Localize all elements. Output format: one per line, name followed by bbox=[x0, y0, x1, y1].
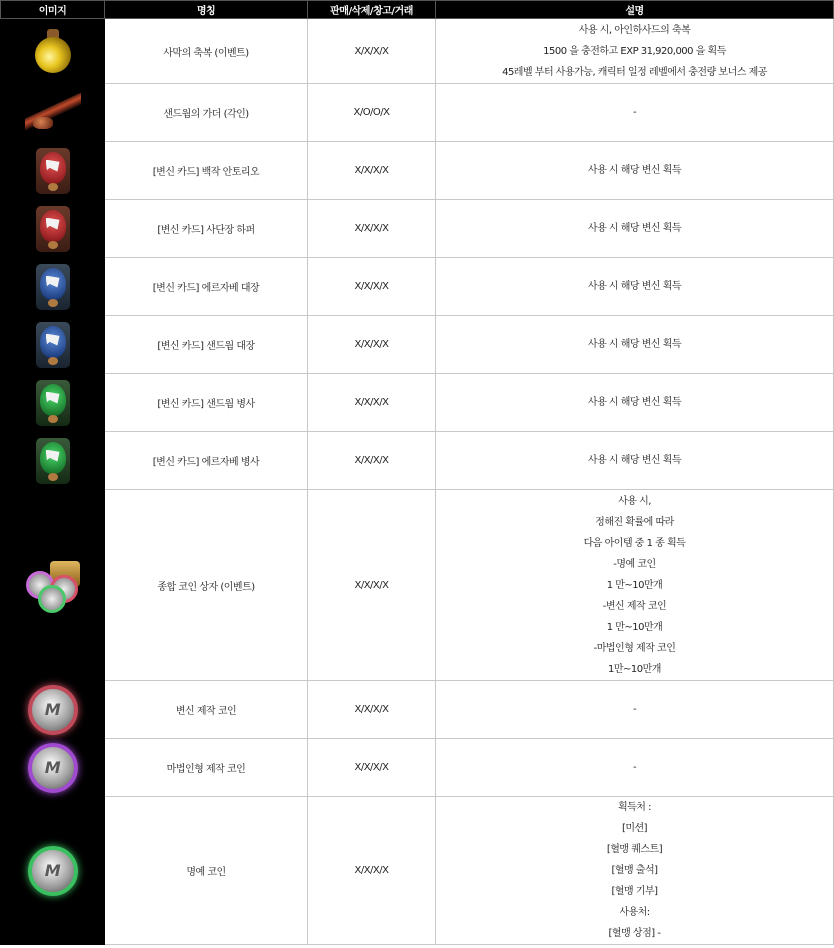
item-name: [변신 카드] 샌드웜 병사 bbox=[105, 374, 308, 432]
item-image-cell bbox=[1, 316, 105, 374]
item-description bbox=[436, 432, 834, 490]
table-row bbox=[1, 258, 834, 316]
table-row bbox=[1, 797, 834, 945]
description-line: -변신 제작 코인 bbox=[602, 600, 667, 612]
item-description bbox=[436, 258, 834, 316]
item-flags: X/X/X/X bbox=[308, 739, 436, 797]
header-flags: 판매/삭제/창고/거래 bbox=[308, 1, 436, 19]
description-line: 사용 시 해당 변신 획득 bbox=[587, 339, 682, 350]
description-line: 사용 시 해당 변신 획득 bbox=[587, 281, 682, 292]
item-name: [변신 카드] 에르자베 병사 bbox=[105, 432, 308, 490]
description-line: -명예 코인 bbox=[613, 558, 656, 570]
table-row bbox=[1, 739, 834, 797]
green-transform-card-icon bbox=[36, 380, 70, 426]
item-name: [변신 카드] 샌드웜 대장 bbox=[105, 316, 308, 374]
table-row bbox=[1, 84, 834, 142]
item-flags: X/X/X/X bbox=[308, 200, 436, 258]
item-description bbox=[436, 739, 834, 797]
description-line: - bbox=[632, 107, 637, 118]
item-flags: X/X/X/X bbox=[308, 490, 436, 681]
blue-transform-card-icon bbox=[36, 264, 70, 310]
header-name: 명칭 bbox=[105, 1, 308, 19]
item-name: 종합 코인 상자 (이벤트) bbox=[105, 490, 308, 681]
item-description bbox=[436, 490, 834, 681]
description-line: 1 만~10만개 bbox=[606, 621, 663, 633]
item-flags: X/X/X/X bbox=[308, 258, 436, 316]
item-image-cell bbox=[1, 797, 105, 945]
table-row bbox=[1, 142, 834, 200]
description-line: 45레벨 부터 사용가능, 캐릭터 일정 레벨에서 충전량 보너스 제공 bbox=[502, 66, 767, 78]
blue-transform-card-icon bbox=[36, 322, 70, 368]
table-row bbox=[1, 200, 834, 258]
description-line: 사용 시 해당 변신 획득 bbox=[587, 223, 682, 234]
description-line: -마법인형 제작 코인 bbox=[593, 642, 676, 654]
item-description bbox=[436, 200, 834, 258]
item-description bbox=[436, 316, 834, 374]
sandworm-dagger-icon bbox=[25, 93, 81, 133]
item-flags: X/X/X/X bbox=[308, 19, 436, 84]
description-line: 사용 시, 아인하사드의 축복 bbox=[578, 24, 691, 36]
table-row bbox=[1, 19, 834, 84]
table-row bbox=[1, 374, 834, 432]
item-image-cell bbox=[1, 19, 105, 84]
description-line: [혈맹 출석] bbox=[611, 865, 658, 876]
description-line: 사용처: bbox=[619, 907, 650, 918]
description-line: 획득처 : bbox=[617, 802, 652, 813]
description-line: [미션] bbox=[621, 823, 648, 834]
purple-coin-icon: M bbox=[28, 743, 78, 793]
description-line: [혈맹 상점] - bbox=[608, 928, 661, 939]
item-image-cell bbox=[1, 681, 105, 739]
description-line: - bbox=[632, 762, 637, 773]
item-name: 샌드웜의 가더 (각인) bbox=[105, 84, 308, 142]
item-name: [변신 카드] 에르자베 대장 bbox=[105, 258, 308, 316]
item-flags: X/X/X/X bbox=[308, 681, 436, 739]
item-image-cell bbox=[1, 739, 105, 797]
table-row bbox=[1, 316, 834, 374]
description-line: 사용 시, bbox=[618, 495, 651, 507]
table-row bbox=[1, 490, 834, 681]
item-description bbox=[436, 681, 834, 739]
item-flags: X/O/O/X bbox=[308, 84, 436, 142]
item-name: 명예 코인 bbox=[105, 797, 308, 945]
item-name: 변신 제작 코인 bbox=[105, 681, 308, 739]
table-header-row bbox=[1, 1, 834, 19]
item-image-cell bbox=[1, 200, 105, 258]
item-description bbox=[436, 84, 834, 142]
coin-box-icon bbox=[24, 557, 82, 613]
description-line: 1500 을 충전하고 EXP 31,920,000 을 획득 bbox=[543, 45, 726, 57]
item-name: 사막의 축복 (이벤트) bbox=[105, 19, 308, 84]
item-description bbox=[436, 19, 834, 84]
description-line: 사용 시 해당 변신 획득 bbox=[587, 455, 682, 466]
description-line: [혈맹 퀘스트] bbox=[606, 844, 663, 855]
red-coin-icon: M bbox=[28, 685, 78, 735]
item-description bbox=[436, 797, 834, 945]
green-coin-icon: M bbox=[28, 846, 78, 896]
yellow-potion-icon bbox=[32, 27, 74, 75]
item-name: 마법인형 제작 코인 bbox=[105, 739, 308, 797]
description-line: 사용 시 해당 변신 획득 bbox=[587, 397, 682, 408]
item-name: [변신 카드] 백작 안토리오 bbox=[105, 142, 308, 200]
item-description bbox=[436, 142, 834, 200]
item-image-cell bbox=[1, 490, 105, 681]
header-description: 설명 bbox=[436, 1, 834, 19]
item-image-cell bbox=[1, 258, 105, 316]
description-line: 1만~10만개 bbox=[608, 663, 661, 675]
item-name: [변신 카드] 사단장 하퍼 bbox=[105, 200, 308, 258]
item-flags: X/X/X/X bbox=[308, 142, 436, 200]
description-line: 다음 아이템 중 1 종 획득 bbox=[583, 537, 686, 549]
item-image-cell bbox=[1, 142, 105, 200]
description-line: - bbox=[632, 704, 637, 715]
table-row bbox=[1, 432, 834, 490]
item-image-cell bbox=[1, 84, 105, 142]
description-line: 1 만~10만개 bbox=[606, 579, 663, 591]
table-row bbox=[1, 681, 834, 739]
description-line: [혈맹 기부] bbox=[611, 886, 658, 897]
item-flags: X/X/X/X bbox=[308, 797, 436, 945]
item-image-cell bbox=[1, 432, 105, 490]
item-description bbox=[436, 374, 834, 432]
red-transform-card-icon bbox=[36, 148, 70, 194]
item-image-cell bbox=[1, 374, 105, 432]
red-transform-card-icon bbox=[36, 206, 70, 252]
item-flags: X/X/X/X bbox=[308, 316, 436, 374]
description-line: 정해진 확률에 따라 bbox=[595, 516, 674, 528]
item-flags: X/X/X/X bbox=[308, 374, 436, 432]
header-image: 이미지 bbox=[1, 1, 105, 19]
description-line: 사용 시 해당 변신 획득 bbox=[587, 165, 682, 176]
green-transform-card-icon bbox=[36, 438, 70, 484]
item-flags: X/X/X/X bbox=[308, 432, 436, 490]
